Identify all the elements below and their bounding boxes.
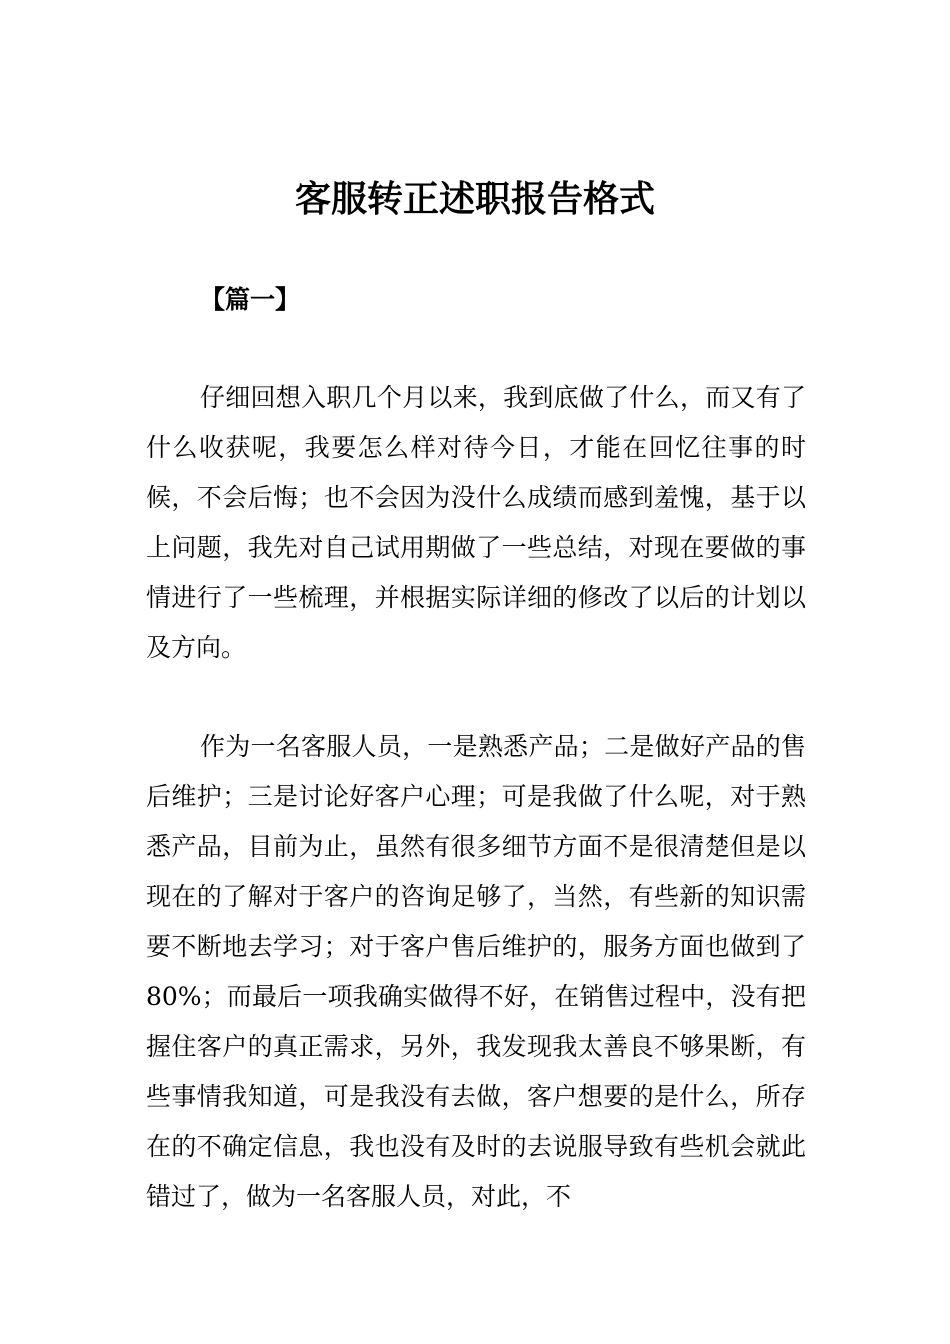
body-paragraph: 作为一名客服人员，一是熟悉产品；二是做好产品的售后维护；三是讨论好客户心理；可是我做了什么呢，对于熟悉产品，目前为止，虽然有很多细节方面不是很清楚但是以现在的了解对于客户的咨询足够了，当然，有些新的知识需要不断地去学习；对于客户售后维护的，服务方面也做到了80%；而最后一项我确实做得不好，在销售过程中，没有把握住客户的真正需求，另外，我发现我太善良不够果断，有些事情我知道，可是我没有去做，客户想要的是什么，所存在的不确定信息，我也没有及时的去说服导致有些机会就此错过了，做为一名客服人员，对此，不 [146,732,806,1211]
document-title: 客服转正述职报告格式 [294,179,655,220]
section-label: 【篇一】 [200,285,301,314]
body-paragraph: 仔细回想入职几个月以来，我到底做了什么，而又有了什么收获呢，我要怎么样对待今日，才能在回忆往事的时候，不会后悔；也不会因为没什么成绩而感到羞愧，基于以上问题，我先对自己试用期做了一些总结，对现在要做的事情进行了一些梳理，并根据实际详细的修改了以后的计划以及方向。 [146,383,806,662]
